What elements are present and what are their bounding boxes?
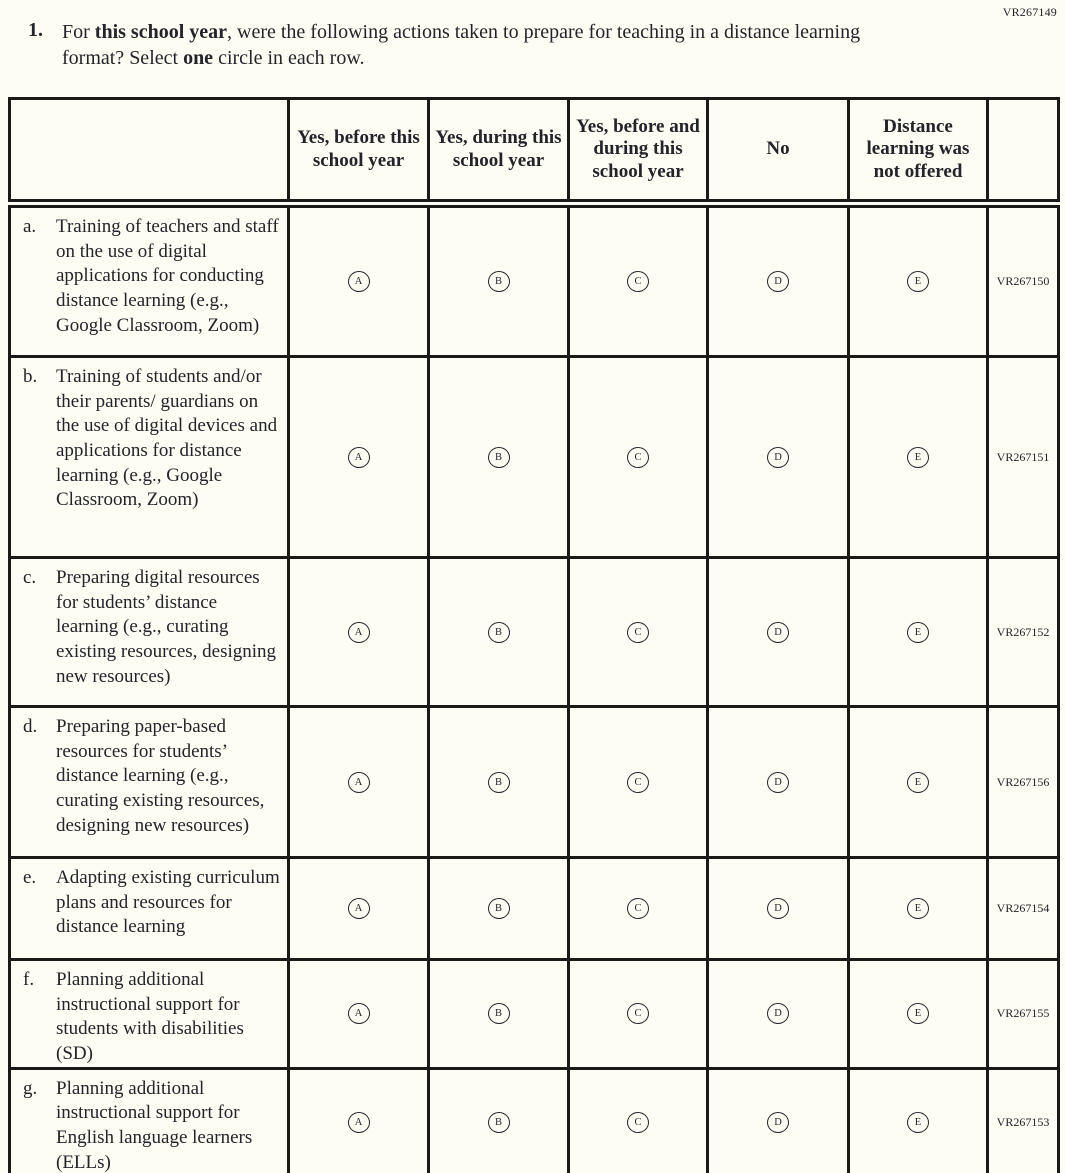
response-matrix-table <box>8 97 1060 1173</box>
row-a-letter: a. <box>23 216 37 237</box>
bubble-f-A[interactable]: A <box>348 1003 370 1024</box>
row-b-code: VR267151 <box>988 357 1059 558</box>
bubble-g-B[interactable]: B <box>488 1112 510 1133</box>
bubble-g-E[interactable]: E <box>907 1112 929 1133</box>
row-d-label: Preparing paper-based resources for students’ distance learning (e.g., curating existing resources, designing new resources) <box>56 716 265 836</box>
bubble-b-C[interactable]: C <box>627 447 649 468</box>
table-row-b <box>10 357 1059 558</box>
row-c-letter: c. <box>23 567 37 588</box>
bubble-f-C[interactable]: C <box>627 1003 649 1024</box>
question-text-mid: , were the following actions taken to prepare for teaching in a distance learning format? Select <box>62 21 861 69</box>
table-header-row <box>10 99 1059 204</box>
table-row-g <box>10 1068 1059 1173</box>
row-e-code: VR267154 <box>988 858 1059 960</box>
bubble-e-D[interactable]: D <box>767 898 789 919</box>
bubble-e-A[interactable]: A <box>348 898 370 919</box>
row-e-letter: e. <box>23 867 37 888</box>
bubble-a-C[interactable]: C <box>627 271 649 292</box>
question-text-pre: For <box>62 21 95 43</box>
bubble-e-C[interactable]: C <box>627 898 649 919</box>
bubble-d-E[interactable]: E <box>907 772 929 793</box>
bubble-e-B[interactable]: B <box>488 898 510 919</box>
header-not-offered: Distance learning was not offered <box>849 99 988 204</box>
bubble-f-E[interactable]: E <box>907 1003 929 1024</box>
question-text-post: circle in each row. <box>213 47 365 69</box>
question-text-bold-schoolyear: this school year <box>94 21 228 43</box>
header-yes-before: Yes, before this school year <box>289 99 429 204</box>
row-e-label: Adapting existing curriculum plans and resources for distance learning <box>56 867 280 938</box>
row-c-label: Preparing digital resources for students’ distance learning (e.g., curating existing resources, designing new resources) <box>56 567 277 687</box>
row-f-code: VR267155 <box>988 960 1059 1069</box>
bubble-d-B[interactable]: B <box>488 772 510 793</box>
row-g-label: Planning additional instructional support for English language learners (ELLs) <box>56 1077 253 1173</box>
page-code: VR267149 <box>1002 5 1057 19</box>
question-number: 1. <box>28 19 43 41</box>
bubble-g-C[interactable]: C <box>627 1112 649 1133</box>
bubble-d-C[interactable]: C <box>627 772 649 793</box>
bubble-b-A[interactable]: A <box>348 447 370 468</box>
table-row-d <box>10 707 1059 858</box>
table-row-a <box>10 204 1059 357</box>
row-b-letter: b. <box>23 366 38 387</box>
row-g-letter: g. <box>23 1077 38 1099</box>
bubble-c-C[interactable]: C <box>627 622 649 643</box>
row-a-code: VR267150 <box>988 204 1059 357</box>
bubble-f-D[interactable]: D <box>767 1003 789 1024</box>
bubble-c-D[interactable]: D <box>767 622 789 643</box>
row-c-code: VR267152 <box>988 558 1059 707</box>
bubble-d-D[interactable]: D <box>767 772 789 793</box>
bubble-a-B[interactable]: B <box>488 271 510 292</box>
bubble-b-E[interactable]: E <box>907 447 929 468</box>
bubble-a-E[interactable]: E <box>907 271 929 292</box>
row-f-letter: f. <box>23 969 35 990</box>
row-g-code: VR267153 <box>988 1068 1059 1173</box>
bubble-b-B[interactable]: B <box>488 447 510 468</box>
bubble-c-E[interactable]: E <box>907 622 929 643</box>
bubble-a-D[interactable]: D <box>767 271 789 292</box>
bubble-e-E[interactable]: E <box>907 898 929 919</box>
bubble-c-B[interactable]: B <box>488 622 510 643</box>
question-text <box>62 19 902 71</box>
bubble-c-A[interactable]: A <box>348 622 370 643</box>
bubble-a-A[interactable]: A <box>348 271 370 292</box>
table-row-c <box>10 558 1059 707</box>
bubble-b-D[interactable]: D <box>767 447 789 468</box>
row-d-code: VR267156 <box>988 707 1059 858</box>
header-yes-before-and-during: Yes, before and during this school year <box>569 99 708 204</box>
bubble-g-A[interactable]: A <box>348 1112 370 1133</box>
row-d-letter: d. <box>23 716 38 737</box>
question-block <box>0 0 1065 71</box>
row-b-label: Training of students and/or their parents/ guardians on the use of digital devices and applications for distance learning (e.g., Google Classroom, Zoom) <box>56 366 278 511</box>
header-code-cell <box>988 99 1059 204</box>
table-row-e <box>10 858 1059 960</box>
header-empty-cell <box>10 99 289 204</box>
bubble-d-A[interactable]: A <box>348 772 370 793</box>
row-a-label: Training of teachers and staff on the use of digital applications for conducting distance learning (e.g., Google Classroom, Zoom) <box>56 216 279 336</box>
table-row-f <box>10 960 1059 1069</box>
row-f-label: Planning additional instructional support for students with disabilities (SD) <box>56 969 244 1065</box>
header-no: No <box>708 99 849 204</box>
header-yes-during: Yes, during this school year <box>429 99 569 204</box>
question-text-bold-one: one <box>183 47 214 69</box>
bubble-g-D[interactable]: D <box>767 1112 789 1133</box>
bubble-f-B[interactable]: B <box>488 1003 510 1024</box>
